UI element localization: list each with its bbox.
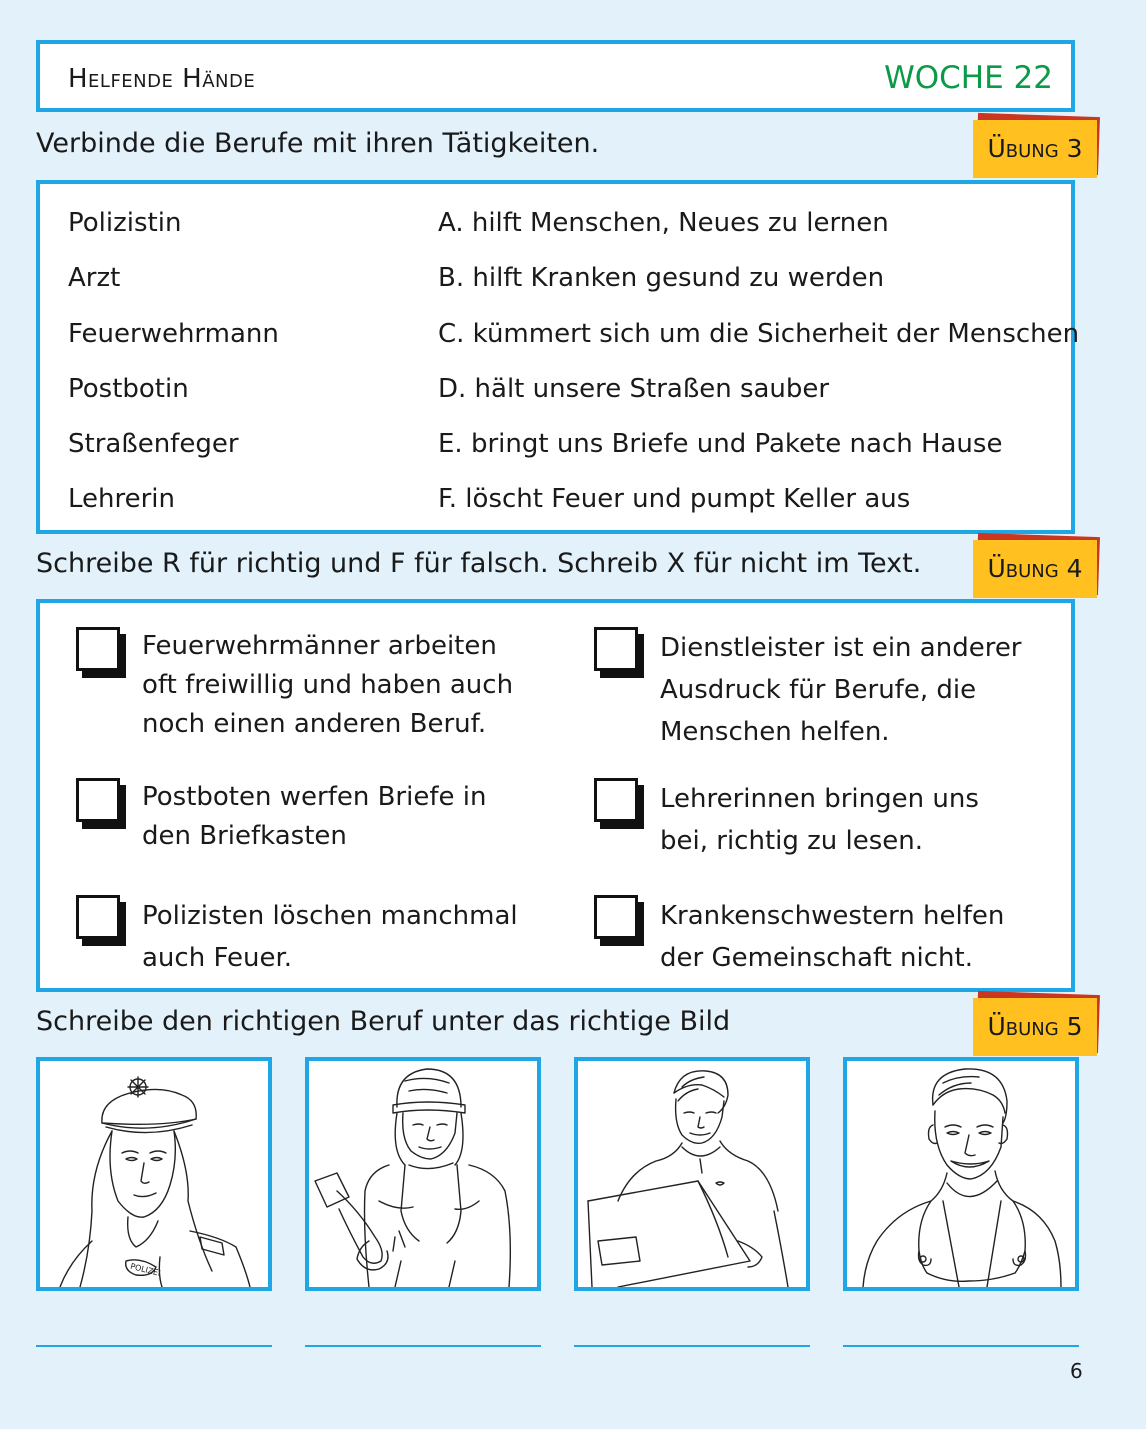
activity-item[interactable]: D. hält unsere Straßen sauber [438,373,830,404]
activity-list [438,206,1079,538]
teacher-picture [574,1057,810,1291]
badge-label: Übung 5 [973,998,1097,1056]
ex5-instruction: Schreibe den richtigen Beruf unter das richtige Bild [36,1006,731,1037]
answer-line[interactable] [305,1345,541,1347]
statement-text: Feuerwehrmänner arbeiten oft freiwillig und haben auch noch einen anderen Beruf. [142,631,514,739]
activity-item[interactable]: A. hilft Menschen, Neues zu lernen [438,208,889,238]
activity-item[interactable]: B. hilft Kranken gesund zu werden [438,263,885,294]
page-number: 6 [1070,1359,1083,1383]
ex5-badge [973,998,1099,1056]
doctor-picture [843,1057,1079,1291]
statement-text: Krankenschwestern helfen der Gemeinschaft nicht. [660,901,1005,973]
job-item[interactable]: Arzt [68,263,121,294]
week-label: WOCHE 22 [884,60,1053,96]
answer-checkbox[interactable] [594,627,638,671]
statement-text: Lehrerinnen bringen uns bei, richtig zu lesen. [660,784,979,856]
badge-label: Übung 4 [973,540,1097,598]
statement-text: Dienstleister ist ein anderer Ausdruck für Berufe, die Menschen helfen. [660,633,1022,747]
statement-text: Polizisten löschen manchmal auch Feuer. [142,901,518,973]
ex4-badge [973,540,1099,598]
answer-checkbox[interactable] [76,627,120,671]
job-item[interactable]: Straßenfeger [68,429,239,460]
answer-checkbox[interactable] [594,895,638,939]
firefighter-drawing [309,1061,537,1287]
teacher-drawing [578,1061,806,1287]
job-list [68,206,279,538]
header-box [36,40,1075,112]
answer-line[interactable] [36,1345,272,1347]
police-officer-drawing [40,1061,268,1287]
job-item[interactable]: Polizistin [68,208,182,238]
answer-checkbox[interactable] [76,778,120,822]
matching-box [36,180,1080,534]
police-officer-picture [36,1057,272,1291]
answer-line[interactable] [843,1345,1079,1347]
activity-item[interactable]: F. löscht Feuer und pumpt Keller aus [438,484,911,515]
ex3-badge [973,120,1099,178]
activity-item[interactable]: E. bringt uns Briefe und Pakete nach Hause [438,429,1003,460]
police-badge-text: POLIZEI [129,1261,162,1278]
statement-text: Postboten werfen Briefe in den Briefkasten [142,782,487,851]
activity-item[interactable]: C. kümmert sich um die Sicherheit der Menschen [438,318,1080,349]
answer-checkbox[interactable] [76,895,120,939]
job-item[interactable]: Postbotin [68,373,189,404]
ex4-instruction: Schreibe R für richtig und F für falsch. Schreib X für nicht im Text. [36,548,922,579]
worksheet-title: Helfende Hände [68,64,256,94]
ex3-instruction: Verbinde die Berufe mit ihren Tätigkeiten. [36,128,600,159]
firefighter-picture [305,1057,541,1291]
job-item[interactable]: Lehrerin [68,484,176,515]
true-false-box [36,599,1075,992]
answer-line[interactable] [574,1345,810,1347]
job-item[interactable]: Feuerwehrmann [68,318,279,349]
badge-label: Übung 3 [973,120,1097,178]
answer-checkbox[interactable] [594,778,638,822]
doctor-drawing [847,1061,1075,1287]
